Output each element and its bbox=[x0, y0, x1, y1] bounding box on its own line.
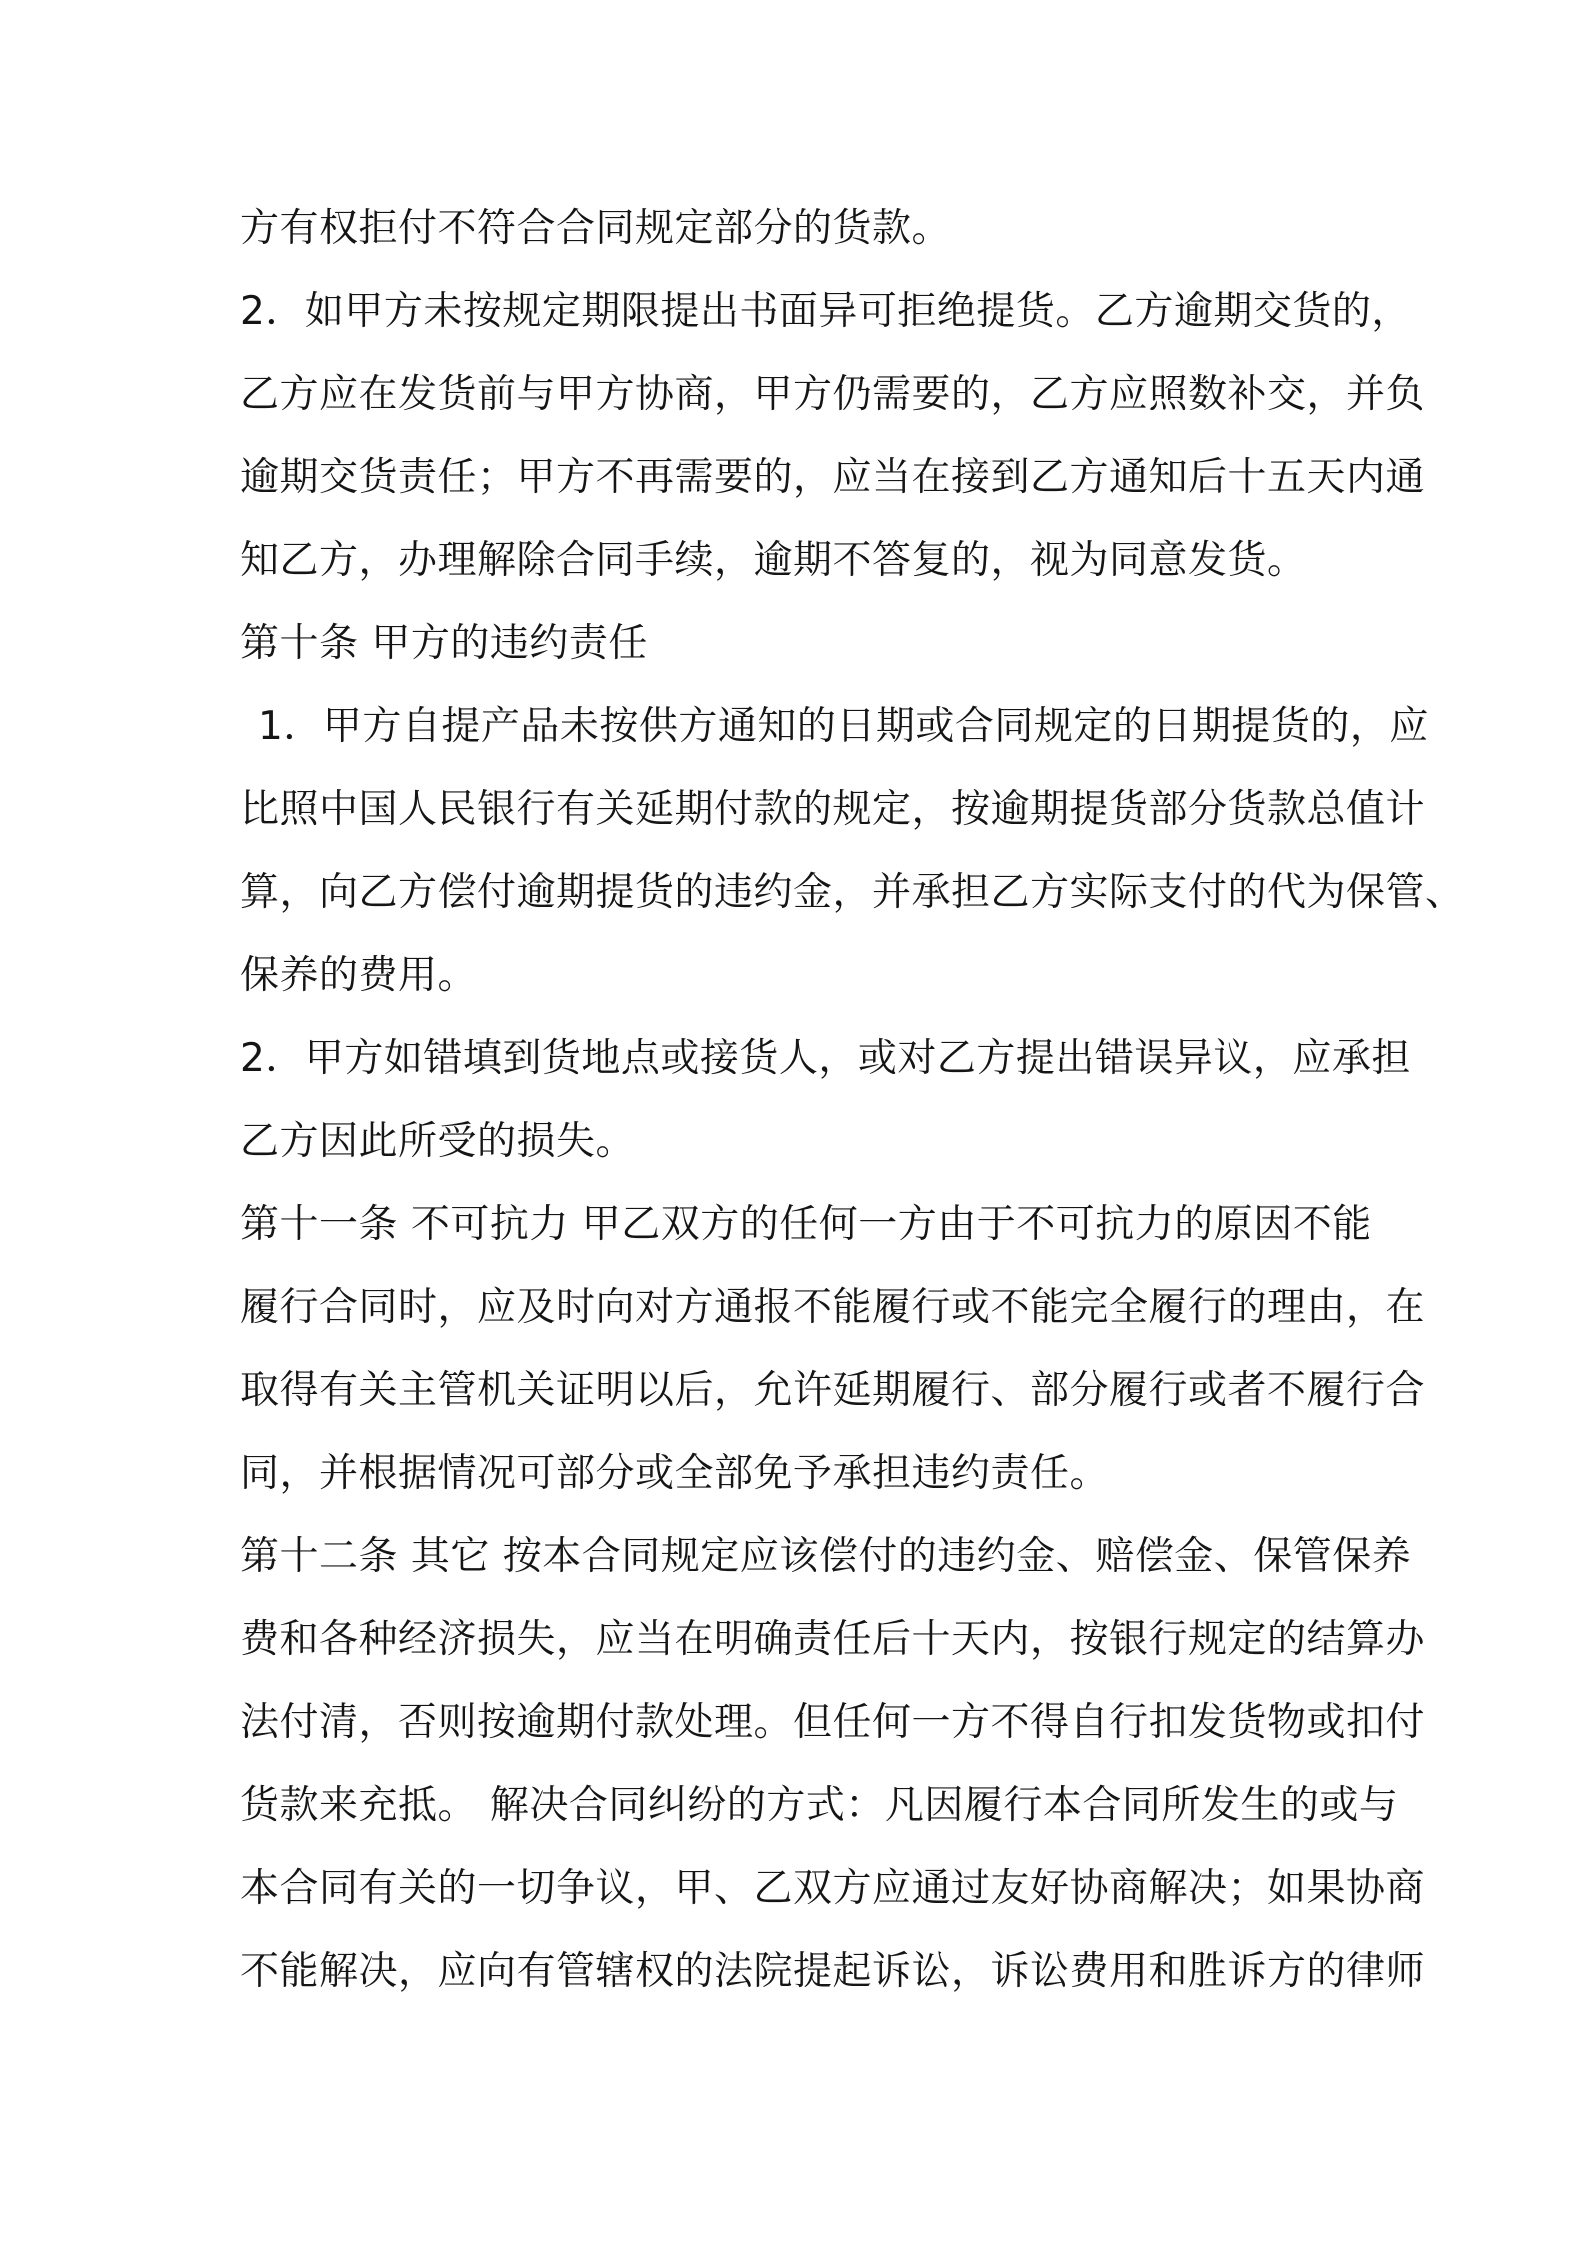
text-line: 本合同有关的一切争议，甲、乙双方应通过友好协商解决；如果协商 bbox=[240, 1866, 1426, 1911]
section-heading: 第十一条 不可抗力 甲乙双方的任何一方由于不可抗力的原因不能 bbox=[240, 1202, 1372, 1247]
section-heading: 第十二条 其它 按本合同规定应该偿付的违约金、赔偿金、保管保养 bbox=[240, 1534, 1412, 1579]
text-line: 2．甲方如错填到货地点或接货人，或对乙方提出错误异议，应承担 bbox=[240, 1036, 1411, 1081]
text-line: 履行合同时，应及时向对方通报不能履行或不能完全履行的理由，在 bbox=[240, 1285, 1426, 1330]
text-line: 法付清，否则按逾期付款处理。但任何一方不得自行扣发货物或扣付 bbox=[240, 1700, 1426, 1745]
text-line: 乙方因此所受的损失。 bbox=[240, 1119, 636, 1164]
text-line: 取得有关主管机关证明以后，允许延期履行、部分履行或者不履行合 bbox=[240, 1368, 1426, 1413]
text-line: 2．如甲方未按规定期限提出书面异可拒绝提货。乙方逾期交货的， bbox=[240, 289, 1411, 334]
text-line: 不能解决，应向有管辖权的法院提起诉讼，诉讼费用和胜诉方的律师 bbox=[240, 1949, 1426, 1994]
text-line: 逾期交货责任；甲方不再需要的，应当在接到乙方通知后十五天内通 bbox=[240, 455, 1426, 500]
section-heading: 第十条 甲方的违约责任 bbox=[240, 621, 648, 666]
text-line: 费和各种经济损失，应当在明确责任后十天内，按银行规定的结算办 bbox=[240, 1617, 1426, 1662]
text-line: 1．甲方自提产品未按供方通知的日期或合同规定的日期提货的，应 bbox=[258, 704, 1429, 749]
text-line: 同，并根据情况可部分或全部免予承担违约责任。 bbox=[240, 1451, 1110, 1496]
text-line: 货款来充抵。 解决合同纠纷的方式：凡因履行本合同所发生的或与 bbox=[240, 1783, 1399, 1828]
text-line: 算，向乙方偿付逾期提货的违约金，并承担乙方实际支付的代为保管、 bbox=[240, 870, 1465, 915]
text-line: 保养的费用。 bbox=[240, 953, 478, 998]
text-line: 方有权拒付不符合合同规定部分的货款。 bbox=[240, 206, 952, 251]
text-line: 知乙方，办理解除合同手续，逾期不答复的，视为同意发货。 bbox=[240, 538, 1307, 583]
text-line: 乙方应在发货前与甲方协商，甲方仍需要的，乙方应照数补交，并负 bbox=[240, 372, 1426, 417]
text-line: 比照中国人民银行有关延期付款的规定，按逾期提货部分货款总值计 bbox=[240, 787, 1426, 832]
